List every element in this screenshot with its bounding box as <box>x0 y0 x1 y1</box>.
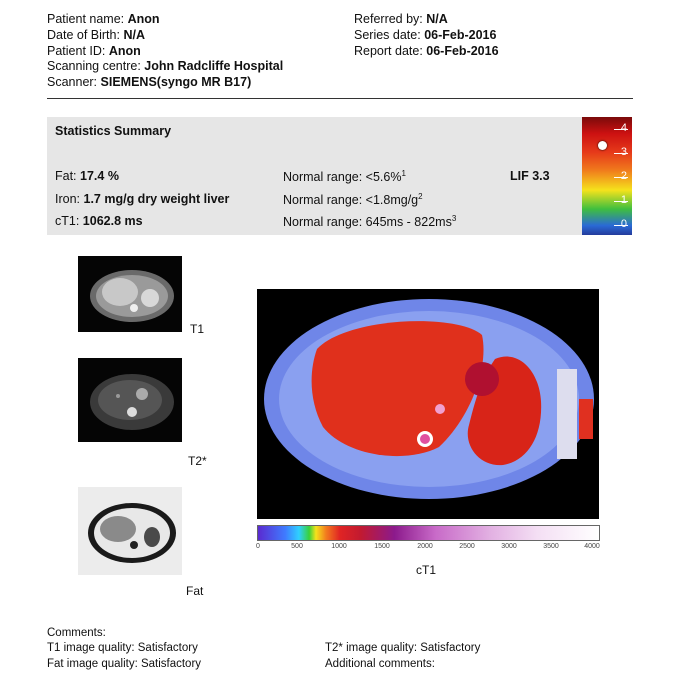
centre-value: John Radcliffe Hospital <box>144 59 284 73</box>
report-date-row <box>354 43 499 59</box>
iron-reference: 2 <box>418 192 423 201</box>
t1-thumbnail <box>78 256 182 332</box>
scanner-label: Scanner: <box>47 75 98 89</box>
dob-value: N/A <box>123 28 145 42</box>
lif-marker <box>598 141 607 150</box>
header-divider <box>47 98 633 99</box>
t1-quality-comment: T1 image quality: Satisfactory <box>47 642 198 654</box>
scale-label-2: 2 <box>620 170 627 182</box>
statistics-summary-title: Statistics Summary <box>55 124 172 138</box>
colour-bar-tick: 3000 <box>501 543 517 550</box>
centre-label: Scanning centre: <box>47 59 141 73</box>
t2-thumbnail <box>78 358 182 442</box>
referred-label: Referred by: <box>354 12 423 26</box>
fat-normal-range <box>283 169 406 184</box>
t1-caption: T1 <box>190 322 205 336</box>
t2-image <box>78 358 182 442</box>
series-date-value: 06-Feb-2016 <box>424 28 497 42</box>
centre-row <box>47 58 283 74</box>
colour-bar-tick: 1000 <box>331 543 347 550</box>
colour-bar-tick: 4000 <box>584 543 600 550</box>
ct1-reference: 3 <box>451 214 457 223</box>
patient-id-row <box>47 43 141 59</box>
colour-bar-tick: 0 <box>256 543 260 550</box>
colour-bar-tick: 1500 <box>374 543 390 550</box>
report-date-value: 06-Feb-2016 <box>426 44 499 58</box>
dob-row <box>47 27 145 43</box>
ct1-row <box>55 214 143 228</box>
iron-value: 1.7 mg/g dry weight liver <box>83 192 230 206</box>
series-date-row <box>354 27 496 43</box>
scanner-row <box>47 74 251 90</box>
t2-caption: T2* <box>188 454 207 468</box>
patient-id-value: Anon <box>108 44 141 58</box>
scale-label-3: 3 <box>620 146 627 158</box>
patient-name-value: Anon <box>127 12 160 26</box>
scale-label-1: 1 <box>620 194 627 206</box>
referred-value: N/A <box>426 12 448 26</box>
fat-label: Fat: <box>55 169 77 183</box>
fat-row <box>55 169 119 183</box>
report-date-label: Report date: <box>354 44 423 58</box>
iron-label: Iron: <box>55 192 81 206</box>
patient-name-label: Patient name: <box>47 12 125 26</box>
fat-thumbnail <box>78 487 182 575</box>
series-date-label: Series date: <box>354 28 421 42</box>
fat-value: 17.4 % <box>80 169 119 183</box>
colour-bar-tick: 3500 <box>543 543 559 550</box>
ct1-normal-range <box>283 214 456 229</box>
fat-caption: Fat <box>186 584 204 598</box>
lif-score: LIF 3.3 <box>510 169 550 183</box>
t1-image <box>78 256 182 332</box>
patient-name-row <box>47 11 160 27</box>
patient-id-label: Patient ID: <box>47 44 106 58</box>
iron-normal-range-text: Normal range: <1.8mg/g <box>283 193 419 208</box>
fat-image <box>78 487 182 575</box>
ct1-colour-bar <box>257 525 600 541</box>
t2-quality-comment: T2* image quality: Satisfactory <box>325 642 481 654</box>
additional-comments: Additional comments: <box>325 658 435 670</box>
scale-label-0: 0 <box>620 218 627 230</box>
lif-colour-scale <box>582 117 632 235</box>
scanner-value: SIEMENS(syngo MR B17) <box>100 75 252 89</box>
fat-reference: 1 <box>401 169 406 178</box>
ct1-map-drawing <box>257 289 599 519</box>
fat-normal-range-text: Normal range: <5.6% <box>283 170 402 185</box>
fat-quality-comment: Fat image quality: Satisfactory <box>47 658 202 670</box>
comments-title: Comments: <box>47 627 106 639</box>
colour-bar-tick: 500 <box>291 543 303 550</box>
iron-row <box>55 192 229 206</box>
colour-bar-tick: 2500 <box>459 543 475 550</box>
ct1-map-image <box>257 289 599 519</box>
ct1-caption: cT1 <box>416 563 437 577</box>
iron-normal-range <box>283 192 423 207</box>
ct1-normal-range-text: Normal range: 645ms - 822ms <box>283 215 452 230</box>
dob-label: Date of Birth: <box>47 28 120 42</box>
scale-label-4: 4 <box>620 122 627 134</box>
ct1-value: 1062.8 ms <box>82 214 143 228</box>
ct1-label: cT1: <box>55 214 80 228</box>
referred-row <box>354 11 448 27</box>
colour-bar-tick: 2000 <box>417 543 433 550</box>
